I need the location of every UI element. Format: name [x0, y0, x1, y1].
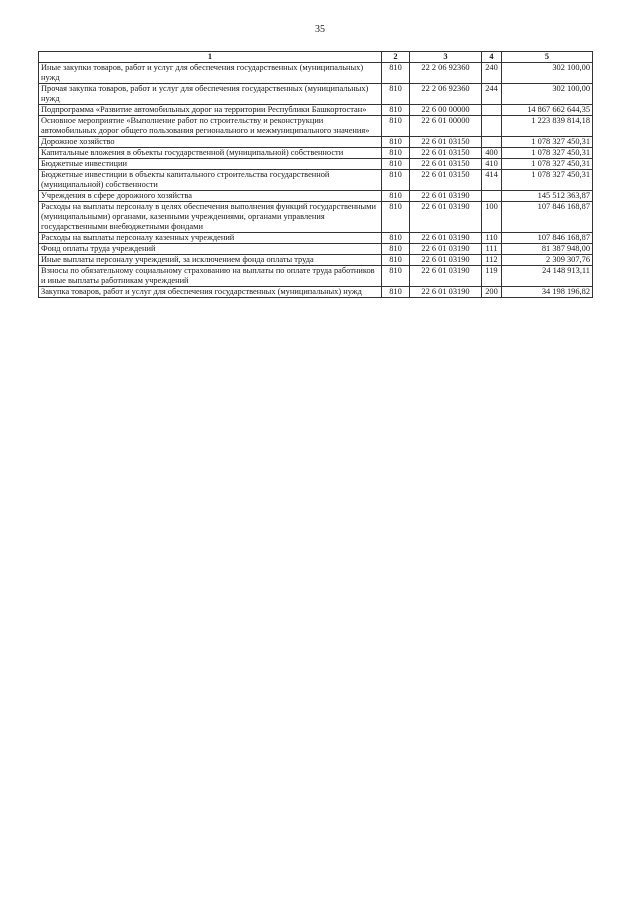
- row-name-cell: Подпрограмма «Развитие автомобильных дорог на территории Республики Башкортостан»: [39, 105, 382, 116]
- row-col3-cell: 22 6 01 03190: [410, 287, 482, 298]
- row-col5-cell: 1 078 327 450,31: [502, 137, 593, 148]
- row-col2-cell: 810: [382, 137, 410, 148]
- row-col4-cell: 100: [482, 202, 502, 233]
- column-header: 3: [410, 52, 482, 63]
- budget-table: [38, 51, 593, 298]
- table-row: [39, 244, 593, 255]
- row-col3-cell: 22 6 01 03190: [410, 255, 482, 266]
- table-row: [39, 137, 593, 148]
- row-col4-cell: 111: [482, 244, 502, 255]
- row-name-cell: Фонд оплаты труда учреждений: [39, 244, 382, 255]
- row-name-cell: Бюджетные инвестиции: [39, 159, 382, 170]
- row-name-cell: Бюджетные инвестиции в объекты капитального строительства государственной (муниципальной) собственности: [39, 170, 382, 191]
- row-col5-cell: 81 387 948,00: [502, 244, 593, 255]
- row-name-cell: Дорожное хозяйство: [39, 137, 382, 148]
- row-col5-cell: 2 309 307,76: [502, 255, 593, 266]
- row-col3-cell: 22 6 01 03190: [410, 266, 482, 287]
- row-col4-cell: 414: [482, 170, 502, 191]
- table-row: [39, 255, 593, 266]
- row-col5-cell: 145 512 363,87: [502, 191, 593, 202]
- column-header: 1: [39, 52, 382, 63]
- row-col2-cell: 810: [382, 255, 410, 266]
- column-header: 2: [382, 52, 410, 63]
- row-col2-cell: 810: [382, 116, 410, 137]
- row-col3-cell: 22 6 01 03190: [410, 244, 482, 255]
- row-col3-cell: 22 6 01 03190: [410, 191, 482, 202]
- row-name-cell: Расходы на выплаты персоналу казенных учреждений: [39, 233, 382, 244]
- row-col3-cell: 22 6 00 00000: [410, 105, 482, 116]
- row-name-cell: Расходы на выплаты персоналу в целях обеспечения выполнения функций государственными (муниципальными) органами, казенными учреждениями, органами управления государственными внебюджетными фондами: [39, 202, 382, 233]
- row-col2-cell: 810: [382, 266, 410, 287]
- row-col5-cell: 1 223 839 814,18: [502, 116, 593, 137]
- row-col2-cell: 810: [382, 191, 410, 202]
- row-col4-cell: [482, 137, 502, 148]
- row-col3-cell: 22 2 06 92360: [410, 84, 482, 105]
- row-name-cell: Капитальные вложения в объекты государственной (муниципальной) собственности: [39, 148, 382, 159]
- row-name-cell: Закупка товаров, работ и услуг для обеспечения государственных (муниципальных) нужд: [39, 287, 382, 298]
- row-col2-cell: 810: [382, 233, 410, 244]
- table-row: [39, 159, 593, 170]
- row-name-cell: Прочая закупка товаров, работ и услуг для обеспечения государственных (муниципальных) нужд: [39, 84, 382, 105]
- row-col5-cell: 1 078 327 450,31: [502, 159, 593, 170]
- row-name-cell: Основное мероприятие «Выполнение работ по строительству и реконструкции автомобильных дорог общего пользования регионального и межмуниципального значения»: [39, 116, 382, 137]
- row-col2-cell: 810: [382, 105, 410, 116]
- table-row: [39, 148, 593, 159]
- table-row: [39, 105, 593, 116]
- row-col3-cell: 22 6 01 03150: [410, 159, 482, 170]
- row-col4-cell: 119: [482, 266, 502, 287]
- table-row: [39, 63, 593, 84]
- table-row: [39, 170, 593, 191]
- row-col4-cell: 112: [482, 255, 502, 266]
- row-col2-cell: 810: [382, 202, 410, 233]
- row-col5-cell: 34 198 196,82: [502, 287, 593, 298]
- column-header: 5: [502, 52, 593, 63]
- row-col3-cell: 22 2 06 92360: [410, 63, 482, 84]
- table-row: [39, 84, 593, 105]
- row-col5-cell: 24 148 913,11: [502, 266, 593, 287]
- row-col5-cell: 107 846 168,87: [502, 233, 593, 244]
- row-col2-cell: 810: [382, 287, 410, 298]
- row-col5-cell: 1 078 327 450,31: [502, 170, 593, 191]
- row-col4-cell: 400: [482, 148, 502, 159]
- row-col3-cell: 22 6 01 03190: [410, 233, 482, 244]
- table-header-row: [39, 52, 593, 63]
- table-row: [39, 233, 593, 244]
- row-col3-cell: 22 6 01 03150: [410, 137, 482, 148]
- row-col2-cell: 810: [382, 148, 410, 159]
- table-row: [39, 116, 593, 137]
- row-name-cell: Иные выплаты персоналу учреждений, за исключением фонда оплаты труда: [39, 255, 382, 266]
- row-col3-cell: 22 6 01 00000: [410, 116, 482, 137]
- table-row: [39, 202, 593, 233]
- row-col5-cell: 107 846 168,87: [502, 202, 593, 233]
- row-col5-cell: 302 100,00: [502, 84, 593, 105]
- row-col4-cell: [482, 116, 502, 137]
- row-col2-cell: 810: [382, 170, 410, 191]
- row-col4-cell: [482, 105, 502, 116]
- row-col5-cell: 14 867 662 644,35: [502, 105, 593, 116]
- row-col4-cell: 110: [482, 233, 502, 244]
- row-name-cell: Взносы по обязательному социальному страхованию на выплаты по оплате труда работников и иные выплаты работникам учреждений: [39, 266, 382, 287]
- row-col4-cell: 244: [482, 84, 502, 105]
- row-col2-cell: 810: [382, 159, 410, 170]
- row-col3-cell: 22 6 01 03150: [410, 148, 482, 159]
- row-col4-cell: 200: [482, 287, 502, 298]
- row-col3-cell: 22 6 01 03150: [410, 170, 482, 191]
- row-name-cell: Учреждения в сфере дорожного хозяйства: [39, 191, 382, 202]
- table-row: [39, 287, 593, 298]
- page-number: 35: [315, 24, 325, 35]
- row-col4-cell: 240: [482, 63, 502, 84]
- table-body: [39, 63, 593, 298]
- row-col5-cell: 1 078 327 450,31: [502, 148, 593, 159]
- row-col3-cell: 22 6 01 03190: [410, 202, 482, 233]
- row-col2-cell: 810: [382, 244, 410, 255]
- row-col2-cell: 810: [382, 63, 410, 84]
- row-col4-cell: 410: [482, 159, 502, 170]
- column-header: 4: [482, 52, 502, 63]
- row-col2-cell: 810: [382, 84, 410, 105]
- row-col5-cell: 302 100,00: [502, 63, 593, 84]
- row-name-cell: Иные закупки товаров, работ и услуг для обеспечения государственных (муниципальных) нужд: [39, 63, 382, 84]
- row-col4-cell: [482, 191, 502, 202]
- table-row: [39, 191, 593, 202]
- table-row: [39, 266, 593, 287]
